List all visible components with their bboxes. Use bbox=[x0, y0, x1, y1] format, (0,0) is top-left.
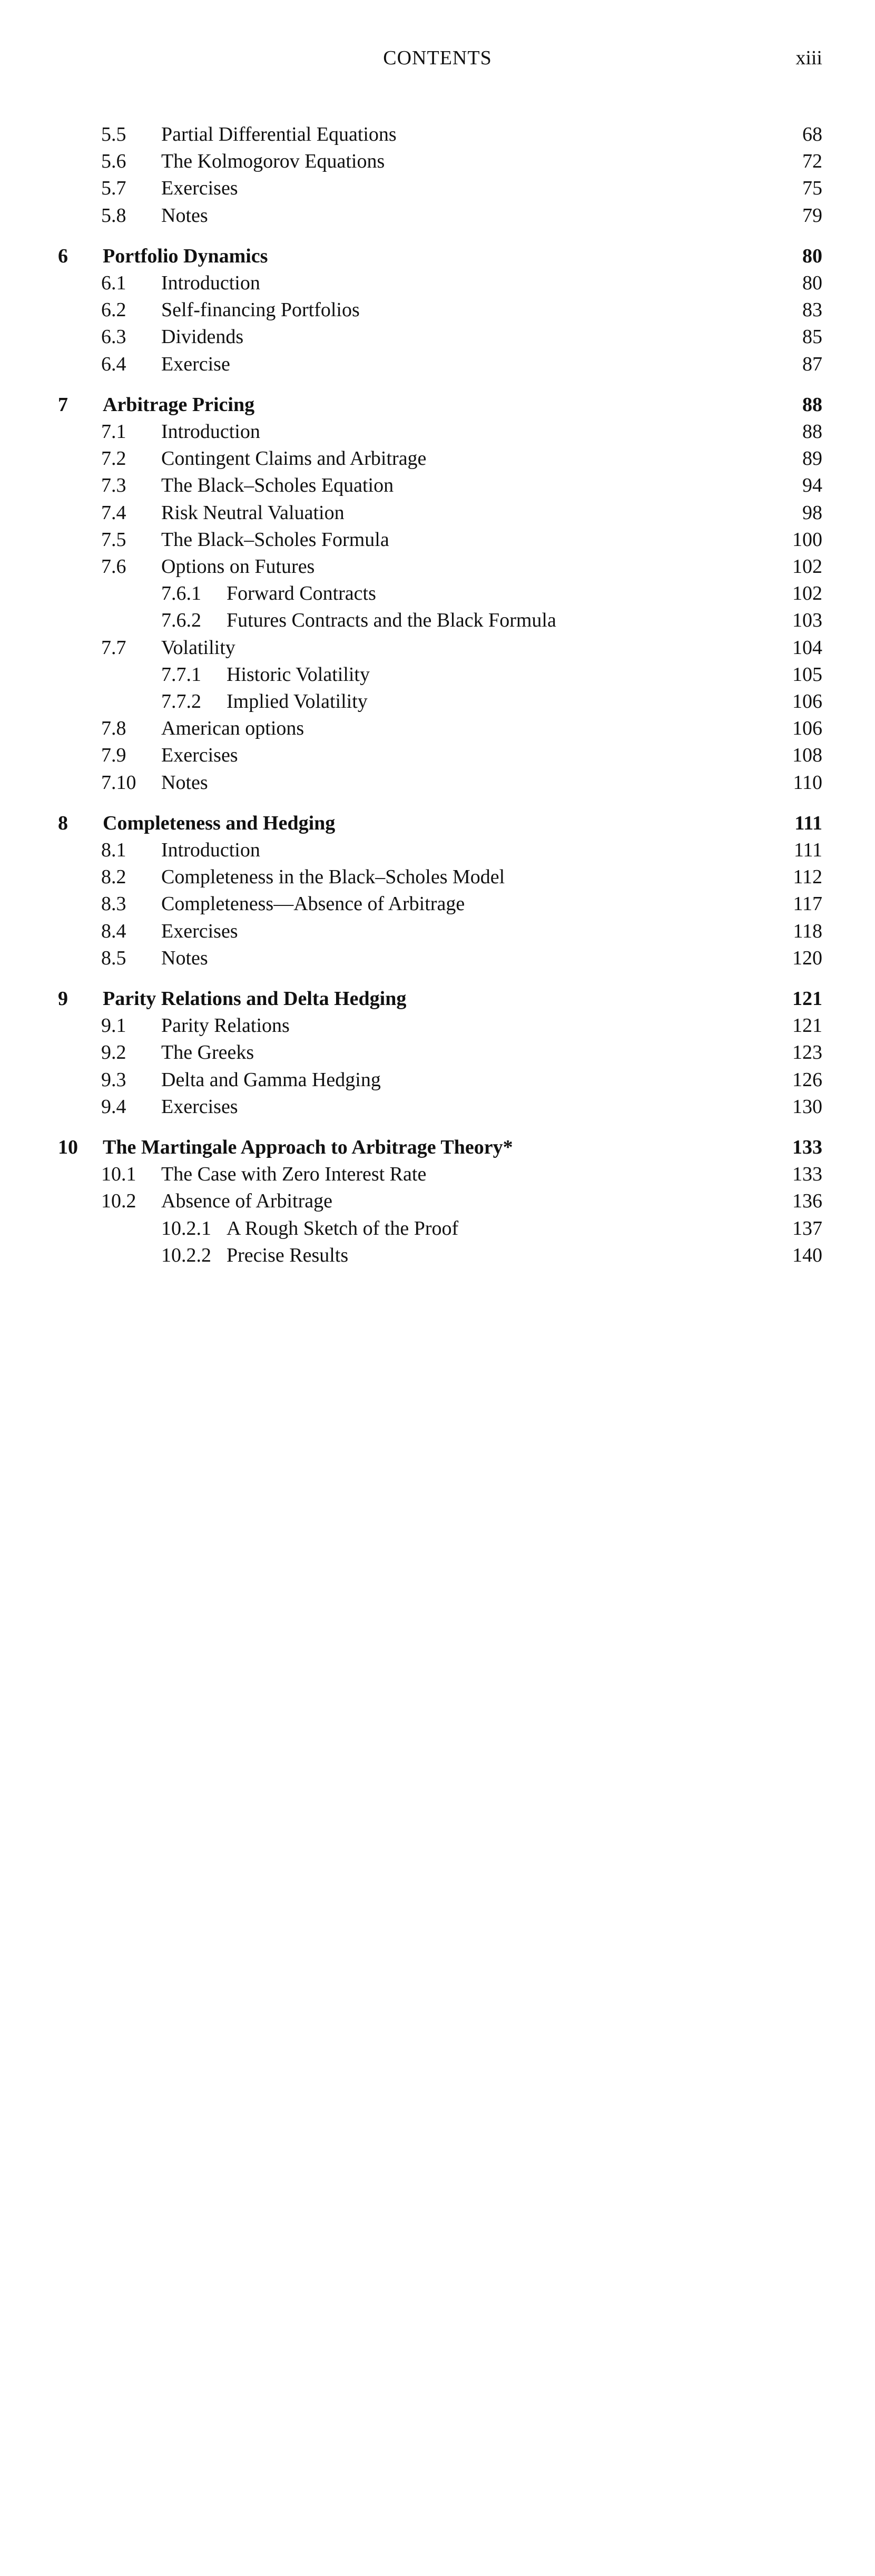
toc-entry-title: The Greeks bbox=[161, 1041, 254, 1064]
toc-entry-title: Forward Contracts bbox=[227, 582, 376, 605]
toc-entry-title: Implied Volatility bbox=[227, 690, 368, 713]
toc-section-row bbox=[0, 891, 875, 917]
toc-section-row bbox=[0, 1039, 875, 1066]
toc-entry-page: 112 bbox=[793, 866, 822, 889]
toc-entry-number: 7.5 bbox=[101, 528, 126, 551]
toc-subsection-row bbox=[0, 661, 875, 688]
toc-entry-number: 5.6 bbox=[101, 150, 126, 173]
toc-section-row bbox=[0, 472, 875, 499]
toc-chapter-row bbox=[0, 810, 875, 836]
toc-entry-page: 102 bbox=[792, 555, 822, 578]
toc-entry-title: Exercise bbox=[161, 353, 230, 375]
toc-entry-number: 7.1 bbox=[101, 421, 126, 443]
toc-entry-number: 8.4 bbox=[101, 920, 126, 942]
toc-chapter-row bbox=[0, 243, 875, 269]
toc-entry-page: 104 bbox=[792, 636, 822, 659]
toc-entry-page: 117 bbox=[793, 893, 822, 915]
toc-subsection-row bbox=[0, 607, 875, 633]
toc-entry-number: 10.1 bbox=[101, 1163, 136, 1186]
toc-chapter-row bbox=[0, 985, 875, 1012]
toc-entry-number: 7.7.2 bbox=[161, 690, 201, 713]
toc-entry-title: Partial Differential Equations bbox=[161, 123, 397, 145]
toc-entry-title: Contingent Claims and Arbitrage bbox=[161, 447, 427, 470]
toc-entry-number: 8.1 bbox=[101, 839, 126, 861]
toc-entry-number: 6.4 bbox=[101, 353, 126, 375]
toc-entry-page: 106 bbox=[792, 690, 822, 713]
toc-entry-number: 7.6.1 bbox=[161, 582, 201, 605]
toc-entry-page: 85 bbox=[802, 326, 822, 348]
toc-entry-title: The Black–Scholes Formula bbox=[161, 528, 389, 551]
toc-entry-number: 8.2 bbox=[101, 866, 126, 889]
toc-entry-page: 94 bbox=[802, 474, 822, 497]
toc-entry-title: Historic Volatility bbox=[227, 663, 370, 686]
toc-entry-title: Completeness—Absence of Arbitrage bbox=[161, 893, 465, 915]
toc-section-row bbox=[0, 1067, 875, 1093]
toc-entry-number: 8.5 bbox=[101, 947, 126, 969]
toc-entry-page: 137 bbox=[792, 1217, 822, 1240]
toc-entry-page: 140 bbox=[792, 1244, 822, 1266]
toc-entry-number: 7.2 bbox=[101, 447, 126, 470]
toc-entry-number: 7.6 bbox=[101, 555, 126, 578]
toc-entry-page: 130 bbox=[792, 1095, 822, 1118]
toc-chapter-row bbox=[0, 392, 875, 418]
toc-entry-page: 106 bbox=[792, 717, 822, 740]
toc-entry-page: 88 bbox=[802, 393, 822, 416]
toc-entry-title: Delta and Gamma Hedging bbox=[161, 1068, 381, 1091]
toc-entry-page: 100 bbox=[792, 528, 822, 551]
toc-entry-page: 87 bbox=[802, 353, 822, 375]
toc-entry-page: 89 bbox=[802, 447, 822, 470]
toc-section-row bbox=[0, 1094, 875, 1120]
toc-section-row bbox=[0, 445, 875, 472]
toc-entry-number: 7.8 bbox=[101, 717, 126, 740]
toc-section-row bbox=[0, 553, 875, 580]
toc-entry-number: 9.1 bbox=[101, 1014, 126, 1037]
toc-entry-page: 80 bbox=[802, 272, 822, 294]
toc-entry-title: Introduction bbox=[161, 421, 260, 443]
toc-entry-number: 9.4 bbox=[101, 1095, 126, 1118]
toc-section-row bbox=[0, 297, 875, 323]
toc-section-row bbox=[0, 418, 875, 445]
toc-section-row bbox=[0, 1012, 875, 1039]
toc-entry-title: Completeness and Hedging bbox=[103, 812, 336, 834]
toc-entry-title: Arbitrage Pricing bbox=[103, 393, 255, 416]
toc-section-row bbox=[0, 918, 875, 944]
toc-section-row bbox=[0, 175, 875, 201]
toc-entry-number: 7.7 bbox=[101, 636, 126, 659]
toc-entry-page: 80 bbox=[802, 245, 822, 267]
toc-entry-number: 9 bbox=[58, 988, 68, 1010]
toc-entry-number: 7.4 bbox=[101, 501, 126, 524]
toc-section-row bbox=[0, 500, 875, 526]
toc-entry-page: 121 bbox=[792, 988, 822, 1010]
toc-entry-title: Exercises bbox=[161, 177, 238, 200]
toc-entry-page: 79 bbox=[802, 204, 822, 227]
toc-entry-number: 7.7.1 bbox=[161, 663, 201, 686]
toc-entry-page: 123 bbox=[792, 1041, 822, 1064]
toc-entry-title: Introduction bbox=[161, 272, 260, 294]
toc-entry-number: 10 bbox=[58, 1136, 78, 1158]
header-title: CONTENTS bbox=[383, 47, 492, 69]
toc-entry-title: Notes bbox=[161, 771, 208, 794]
toc-entry-page: 105 bbox=[792, 663, 822, 686]
toc-entry-number: 7.6.2 bbox=[161, 609, 201, 632]
toc-entry-page: 111 bbox=[793, 839, 822, 861]
toc-entry-number: 7.3 bbox=[101, 474, 126, 497]
toc-entry-page: 111 bbox=[794, 812, 822, 834]
toc-entry-page: 118 bbox=[793, 920, 822, 942]
toc-entry-page: 133 bbox=[792, 1163, 822, 1186]
toc-entry-page: 102 bbox=[792, 582, 822, 605]
toc-entry-title: Parity Relations and Delta Hedging bbox=[103, 988, 407, 1010]
toc-entry-page: 103 bbox=[792, 609, 822, 632]
toc-entry-number: 9.3 bbox=[101, 1068, 126, 1091]
toc-entry-number: 5.7 bbox=[101, 177, 126, 200]
toc-section-row bbox=[0, 148, 875, 174]
toc-entry-number: 5.8 bbox=[101, 204, 126, 227]
toc-entry-number: 10.2 bbox=[101, 1190, 136, 1213]
toc-entry-number: 8 bbox=[58, 812, 68, 834]
toc-entry-title: Risk Neutral Valuation bbox=[161, 501, 345, 524]
toc-entry-title: American options bbox=[161, 717, 304, 740]
toc-section-row bbox=[0, 324, 875, 350]
toc-chapter-row bbox=[0, 1134, 875, 1160]
toc-entry-number: 7.9 bbox=[101, 744, 126, 767]
toc-section-row bbox=[0, 526, 875, 553]
header-page-number: xiii bbox=[795, 47, 822, 69]
toc-entry-page: 68 bbox=[802, 123, 822, 145]
toc-section-row bbox=[0, 837, 875, 863]
toc-entry-title: Volatility bbox=[161, 636, 235, 659]
toc-section-row bbox=[0, 1188, 875, 1214]
toc-entry-title: The Black–Scholes Equation bbox=[161, 474, 394, 497]
toc-entry-title: Parity Relations bbox=[161, 1014, 290, 1037]
toc-section-row bbox=[0, 769, 875, 796]
running-header bbox=[0, 46, 875, 73]
toc-entry-number: 9.2 bbox=[101, 1041, 126, 1064]
toc-subsection-row bbox=[0, 1242, 875, 1269]
toc-section-row bbox=[0, 742, 875, 768]
toc-entry-page: 110 bbox=[793, 771, 822, 794]
toc-entry-page: 72 bbox=[802, 150, 822, 173]
toc-entry-title: Exercises bbox=[161, 920, 238, 942]
toc-subsection-row bbox=[0, 580, 875, 607]
toc-entry-number: 6.1 bbox=[101, 272, 126, 294]
toc-entry-page: 88 bbox=[802, 421, 822, 443]
toc-entry-number: 10.2.2 bbox=[161, 1244, 211, 1266]
toc-entry-title: A Rough Sketch of the Proof bbox=[227, 1217, 459, 1240]
toc-entry-title: Options on Futures bbox=[161, 555, 315, 578]
toc-entry-title: The Martingale Approach to Arbitrage Theory* bbox=[103, 1136, 513, 1158]
toc-entry-title: Dividends bbox=[161, 326, 244, 348]
toc-entry-title: Notes bbox=[161, 204, 208, 227]
toc-subsection-row bbox=[0, 688, 875, 715]
toc-section-row bbox=[0, 121, 875, 148]
toc-section-row bbox=[0, 351, 875, 377]
toc-entry-number: 8.3 bbox=[101, 893, 126, 915]
toc-entry-number: 6 bbox=[58, 245, 68, 267]
toc-entry-title: The Kolmogorov Equations bbox=[161, 150, 385, 173]
toc-entry-page: 75 bbox=[802, 177, 822, 200]
toc-entry-title: Precise Results bbox=[227, 1244, 349, 1266]
toc-entry-title: Notes bbox=[161, 947, 208, 969]
toc-entry-title: Introduction bbox=[161, 839, 260, 861]
toc-entry-title: Futures Contracts and the Black Formula bbox=[227, 609, 556, 632]
toc-entry-title: Exercises bbox=[161, 1095, 238, 1118]
toc-entry-number: 7 bbox=[58, 393, 68, 416]
toc-section-row bbox=[0, 1161, 875, 1187]
toc-entry-page: 120 bbox=[792, 947, 822, 969]
toc-entry-number: 6.3 bbox=[101, 326, 126, 348]
toc-entry-title: Self-financing Portfolios bbox=[161, 299, 360, 321]
toc-entry-title: Absence of Arbitrage bbox=[161, 1190, 332, 1213]
toc-section-row bbox=[0, 202, 875, 229]
toc-entry-number: 7.10 bbox=[101, 771, 136, 794]
toc-section-row bbox=[0, 715, 875, 741]
toc-section-row bbox=[0, 945, 875, 971]
toc-entry-page: 98 bbox=[802, 501, 822, 524]
toc-entry-title: Portfolio Dynamics bbox=[103, 245, 268, 267]
toc-entry-page: 108 bbox=[792, 744, 822, 767]
toc-section-row bbox=[0, 864, 875, 890]
toc-entry-page: 83 bbox=[802, 299, 822, 321]
toc-entry-number: 10.2.1 bbox=[161, 1217, 211, 1240]
toc-entry-page: 126 bbox=[792, 1068, 822, 1091]
toc-entry-page: 136 bbox=[792, 1190, 822, 1213]
toc-entry-title: Completeness in the Black–Scholes Model bbox=[161, 866, 505, 889]
toc-entry-number: 6.2 bbox=[101, 299, 126, 321]
toc-entry-number: 5.5 bbox=[101, 123, 126, 145]
toc-subsection-row bbox=[0, 1215, 875, 1242]
toc-entry-title: The Case with Zero Interest Rate bbox=[161, 1163, 427, 1186]
toc-entry-page: 133 bbox=[792, 1136, 822, 1158]
toc-section-row bbox=[0, 635, 875, 661]
toc-entry-title: Exercises bbox=[161, 744, 238, 767]
toc-entry-page: 121 bbox=[792, 1014, 822, 1037]
toc-section-row bbox=[0, 270, 875, 296]
